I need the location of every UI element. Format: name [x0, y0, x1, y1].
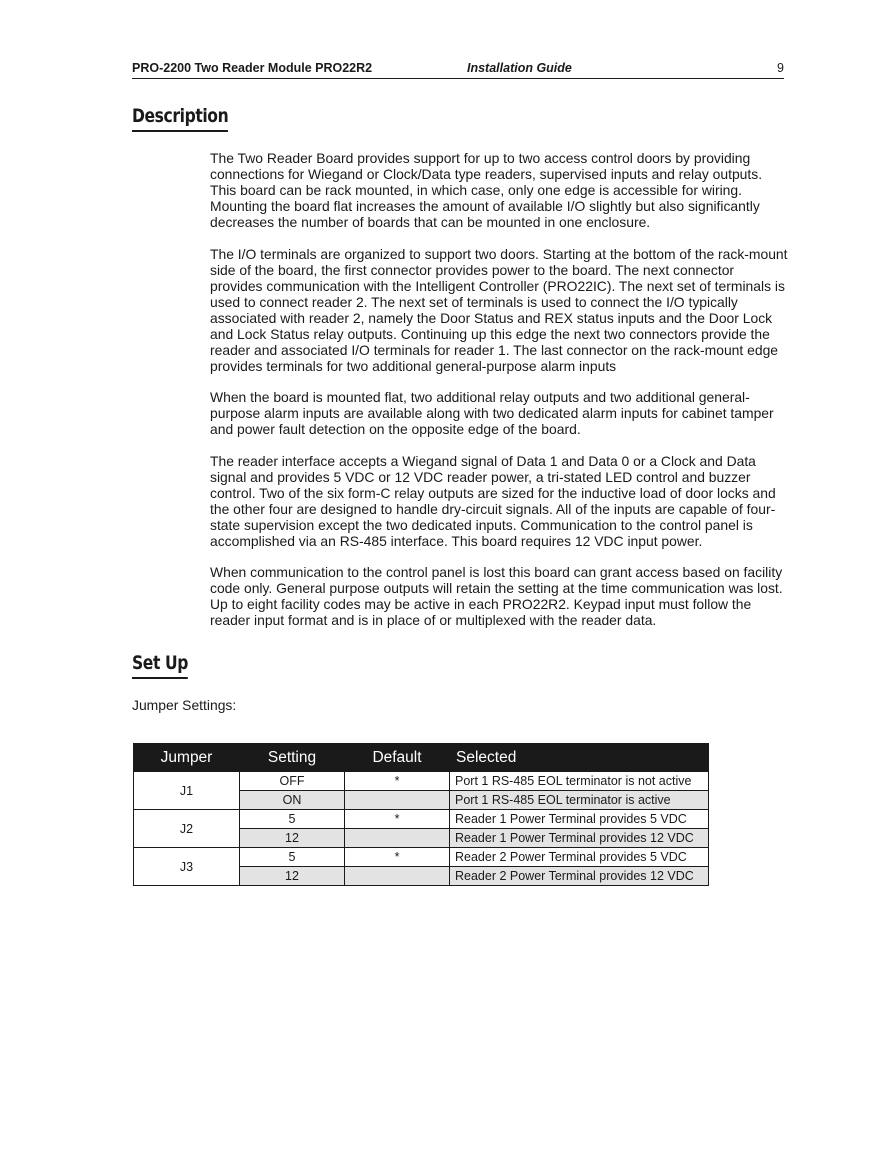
selected-cell: Reader 1 Power Terminal provides 12 VDC — [450, 829, 709, 848]
selected-cell: Reader 2 Power Terminal provides 12 VDC — [450, 867, 709, 886]
column-header-selected: Selected — [450, 744, 709, 772]
setting-cell: 5 — [240, 810, 345, 829]
description-paragraph: The Two Reader Board provides support for up to two access control doors by providing connections for Wiegand or Clock/Data type readers, supervised inputs and relay outputs. This board can be rack mounted, in which case, only one edge is accessible for wiring. Mounting the board flat increases the amount of available I/O slightly but also significantly decreases the number of boards that can be mounted in one enclosure. — [210, 150, 763, 230]
jumper-cell: J1 — [134, 772, 240, 810]
setting-cell: 5 — [240, 848, 345, 867]
page-number: 9 — [777, 61, 784, 75]
table-header-row — [134, 744, 709, 772]
description-body — [210, 150, 790, 644]
selected-cell: Port 1 RS-485 EOL terminator is not active — [450, 772, 709, 791]
jumper-cell: J2 — [134, 810, 240, 848]
table-row — [134, 848, 709, 867]
section-title-setup: Set Up — [132, 652, 188, 679]
selected-cell: Reader 1 Power Terminal provides 5 VDC — [450, 810, 709, 829]
default-cell — [345, 867, 450, 886]
table-row — [134, 772, 709, 791]
description-paragraph: The I/O terminals are organized to support two doors. Starting at the bottom of the rack-mount side of the board, the first connector provides power to the board. The next connector provides communication with the Intelligent Controller (PRO22IC). The next set of terminals is used to connect reader 2. The next set of terminals is used to connect the I/O typically associated with reader 2, namely the Door Status and REX status inputs and the Door Lock and Lock Status relay outputs. Continuing up this edge the next two connectors provide the reader and associated I/O terminals for reader 1. The last connector on the rack-mount edge provides terminals for two additional general-purpose alarm inputs — [210, 245, 788, 374]
selected-cell: Reader 2 Power Terminal provides 5 VDC — [450, 848, 709, 867]
column-header-jumper: Jumper — [134, 744, 240, 772]
jumper-settings-label: Jumper Settings: — [132, 697, 237, 713]
header-document-title: PRO-2200 Two Reader Module PRO22R2 — [132, 61, 373, 75]
selected-cell: Port 1 RS-485 EOL terminator is active — [450, 791, 709, 810]
default-cell: * — [345, 848, 450, 867]
default-cell — [345, 829, 450, 848]
column-header-setting: Setting — [240, 744, 345, 772]
default-cell: * — [345, 772, 450, 791]
header-guide-label: Installation Guide — [467, 61, 572, 75]
description-paragraph: The reader interface accepts a Wiegand signal of Data 1 and Data 0 or a Clock and Data signal and provides 5 VDC or 12 VDC reader power, a tri-stated LED control and buzzer control. Two of the six form-C relay outputs are sized for the inductive load of door locks and the other four are designed to handle dry-circuit signals. All of the inputs are capable of four-state supervision except the two dedicated inputs. Communication to the control panel is accomplished via an RS-485 interface. This board requires 12 VDC input power. — [210, 452, 776, 549]
setting-cell: OFF — [240, 772, 345, 791]
default-cell: * — [345, 810, 450, 829]
jumper-cell: J3 — [134, 848, 240, 886]
setting-cell: 12 — [240, 829, 345, 848]
table-row — [134, 810, 709, 829]
description-paragraph: When communication to the control panel is lost this board can grant access based on facility code only. General purpose outputs will retain the setting at the time communication was lost. Up to eight facility codes may be active in each PRO22R2. Keypad input must follow the reader input format and is in place of or multiplexed with the reader data. — [210, 564, 783, 628]
setting-cell: 12 — [240, 867, 345, 886]
page-header — [132, 60, 784, 79]
setting-cell: ON — [240, 791, 345, 810]
default-cell — [345, 791, 450, 810]
section-title-description: Description — [132, 105, 228, 132]
description-paragraph: When the board is mounted flat, two additional relay outputs and two additional general-purpose alarm inputs are available along with two dedicated alarm inputs for cabinet tamper and power fault detection on the opposite edge of the board. — [210, 389, 774, 437]
column-header-default: Default — [345, 744, 450, 772]
jumper-settings-table — [133, 743, 709, 886]
